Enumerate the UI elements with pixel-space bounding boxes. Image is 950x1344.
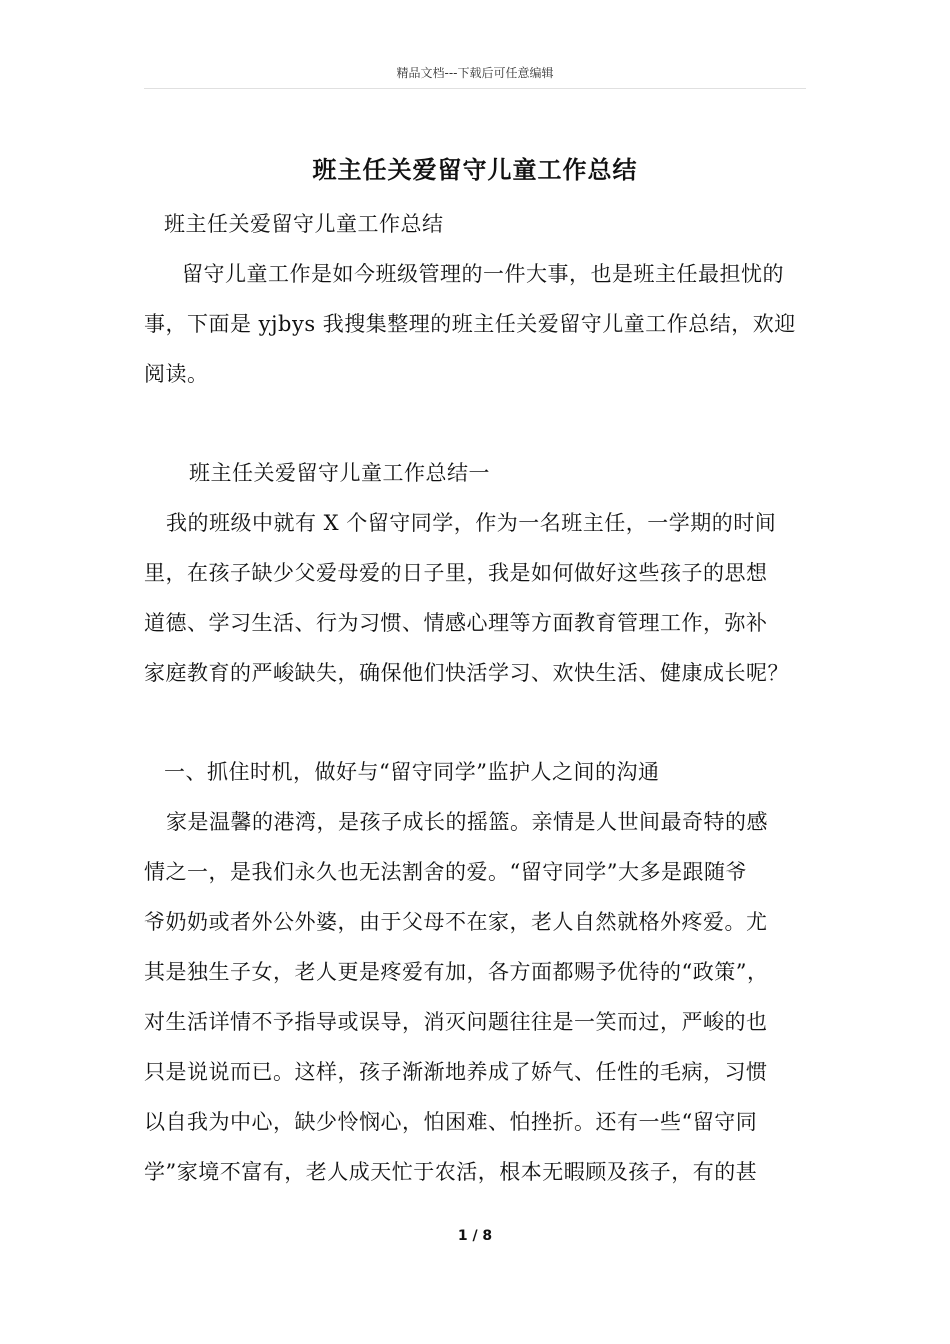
paragraph-line: 情之一，是我们永久也无法割舍的爱。“留守同学”大多是跟随爷 — [144, 860, 747, 884]
paragraph-line: 对生活详情不予指导或误导，消灭问题往往是一笑而过，严峻的也 — [144, 1010, 768, 1034]
paragraph-line: 道德、学习生活、行为习惯、情感心理等方面教育管理工作，弥补 — [144, 611, 768, 635]
paragraph-line: 家是温馨的港湾，是孩子成长的摇篮。亲情是人世间最奇特的感 — [166, 810, 768, 834]
paragraph-line: 以自我为中心，缺少怜悯心，怕困难、怕挫折。还有一些“留守同 — [144, 1110, 758, 1134]
paragraph-line: 家庭教育的严峻缺失，确保他们快活学习、欢快生活、健康成长呢？ — [144, 661, 789, 685]
section-heading: 班主任关爱留守儿童工作总结一 — [189, 461, 490, 485]
paragraph-line: 其是独生子女，老人更是疼爱有加，各方面都赐予优待的“政策”， — [144, 960, 769, 984]
paragraph-line: 留守儿童工作是如今班级管理的一件大事，也是班主任最担忧的 — [182, 262, 784, 286]
header-note: 精品文档---下载后可任意编辑 — [396, 66, 554, 80]
paragraph-line: 爷奶奶或者外公外婆，由于父母不在家，老人自然就格外疼爱。尤 — [144, 910, 768, 934]
paragraph-line: 里，在孩子缺少父爱母爱的日子里，我是如何做好这些孩子的思想 — [144, 561, 768, 585]
paragraph-line: 只是说说而已。这样，孩子渐渐地养成了娇气、任性的毛病，习惯 — [144, 1060, 768, 1084]
paragraph-line: 我的班级中就有 X 个留守同学，作为一名班主任，一学期的时间 — [166, 511, 777, 535]
document-title: 班主任关爱留守儿童工作总结 — [312, 155, 638, 184]
paragraph-line: 学”家境不富有，老人成天忙于农活，根本无暇顾及孩子，有的甚 — [144, 1160, 758, 1184]
page-number: 1 / 8 — [457, 1228, 493, 1244]
section-heading: 一、抓住时机，做好与“留守同学”监护人之间的沟通 — [164, 760, 660, 784]
header-divider — [144, 88, 806, 89]
paragraph-line: 事，下面是 yjbys 我搜集整理的班主任关爱留守儿童工作总结，欢迎 — [144, 312, 796, 336]
paragraph-line: 阅读。 — [144, 362, 209, 386]
subtitle-line: 班主任关爱留守儿童工作总结 — [164, 212, 444, 236]
